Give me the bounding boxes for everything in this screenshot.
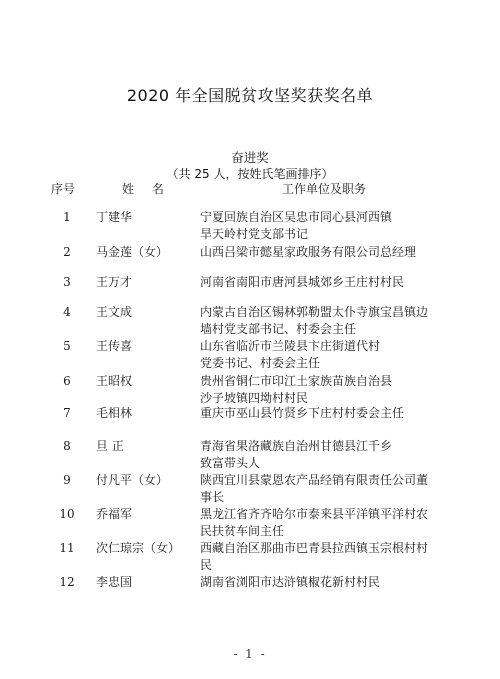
row-name: 王文成 bbox=[96, 305, 133, 319]
row-seq: 1 bbox=[63, 210, 71, 224]
row-work-line: 山西吕梁市懿星家政服务有限公司总经理 bbox=[200, 245, 417, 259]
row-work-line: 宁夏回族自治区吴忠市同心县河西镇 bbox=[200, 210, 393, 224]
row-work-line: 重庆市巫山县竹贤乡下庄村村委会主任 bbox=[200, 406, 405, 420]
row-work-line: 山东省临沂市兰陵县卞庄街道代村 bbox=[200, 339, 381, 353]
row-work bbox=[200, 506, 450, 540]
row-work bbox=[200, 373, 450, 407]
row-name: 王传喜 bbox=[96, 339, 133, 353]
row-seq: 8 bbox=[63, 439, 71, 453]
row-work bbox=[200, 244, 450, 261]
row-work-line: 黑龙江省齐齐哈尔市泰来县平洋镇平洋村农 bbox=[200, 507, 429, 521]
row-work bbox=[200, 438, 450, 472]
row-work bbox=[200, 338, 450, 372]
row-work-line: 民扶贫车间主任 bbox=[200, 524, 285, 538]
section-subtitle: （共 25 人，按姓氏笔画排序） bbox=[166, 167, 334, 181]
row-seq: 6 bbox=[63, 374, 71, 388]
row-name: 付凡平（女） bbox=[96, 473, 169, 487]
row-seq: 7 bbox=[63, 406, 71, 420]
row-seq: 10 bbox=[59, 507, 75, 521]
page-number: - 1 - bbox=[233, 647, 267, 661]
row-name: 次仁琼宗（女） bbox=[96, 541, 181, 555]
row-work bbox=[200, 304, 450, 338]
header-work: 工作单位及职务 bbox=[282, 182, 367, 196]
row-work-line: 墙村党支部书记、村委会主任 bbox=[200, 322, 357, 336]
row-work-line: 沙子坡镇四坳村村民 bbox=[200, 391, 309, 405]
row-seq: 3 bbox=[63, 275, 71, 289]
row-seq: 2 bbox=[63, 245, 71, 259]
row-work-line: 民 bbox=[200, 558, 213, 572]
document-title: 2020 年全国脱贫攻坚奖获奖名单 bbox=[126, 86, 374, 105]
row-work-line: 内蒙古自治区锡林郭勒盟太仆寺旗宝昌镇边 bbox=[200, 305, 429, 319]
row-name: 旦 正 bbox=[96, 439, 124, 453]
row-seq: 12 bbox=[59, 575, 75, 589]
row-work bbox=[200, 540, 450, 574]
row-work-line: 西藏自治区那曲市巴青县拉西镇玉宗根村村 bbox=[200, 541, 429, 555]
row-work-line: 湖南省浏阳市达浒镇椒花新村村民 bbox=[200, 575, 381, 589]
row-work bbox=[200, 209, 450, 243]
row-name: 王昭权 bbox=[96, 374, 133, 388]
row-work-line: 事长 bbox=[200, 490, 225, 504]
row-seq: 4 bbox=[63, 305, 71, 319]
row-seq: 9 bbox=[63, 473, 71, 487]
row-name: 马金莲（女） bbox=[96, 245, 169, 259]
header-name: 姓 名 bbox=[122, 182, 171, 196]
row-seq: 11 bbox=[59, 541, 75, 555]
row-name: 李忠国 bbox=[96, 575, 133, 589]
row-seq: 5 bbox=[63, 339, 71, 353]
row-name: 毛相林 bbox=[96, 406, 133, 420]
row-work bbox=[200, 574, 450, 591]
row-work bbox=[200, 405, 450, 422]
row-name: 王万才 bbox=[96, 275, 133, 289]
row-work bbox=[200, 274, 450, 291]
header-seq: 序号 bbox=[51, 182, 76, 196]
row-work-line: 旱天岭村党支部书记 bbox=[200, 227, 309, 241]
row-work-line: 致富带头人 bbox=[200, 456, 261, 470]
row-work-line: 贵州省铜仁市印江土家族苗族自治县 bbox=[200, 374, 393, 388]
row-work-line: 青海省果洛藏族自治州甘德县江千乡 bbox=[200, 439, 393, 453]
row-work-line: 陕西宜川县蒙恩农产品经销有限责任公司董 bbox=[200, 473, 429, 487]
row-work bbox=[200, 472, 450, 506]
row-name: 丁建华 bbox=[96, 210, 133, 224]
section-title: 奋进奖 bbox=[231, 150, 269, 165]
row-work-line: 河南省南阳市唐河县城郊乡王庄村村民 bbox=[200, 275, 405, 289]
row-name: 乔福军 bbox=[96, 507, 133, 521]
row-work-line: 党委书记、村委会主任 bbox=[200, 356, 321, 370]
